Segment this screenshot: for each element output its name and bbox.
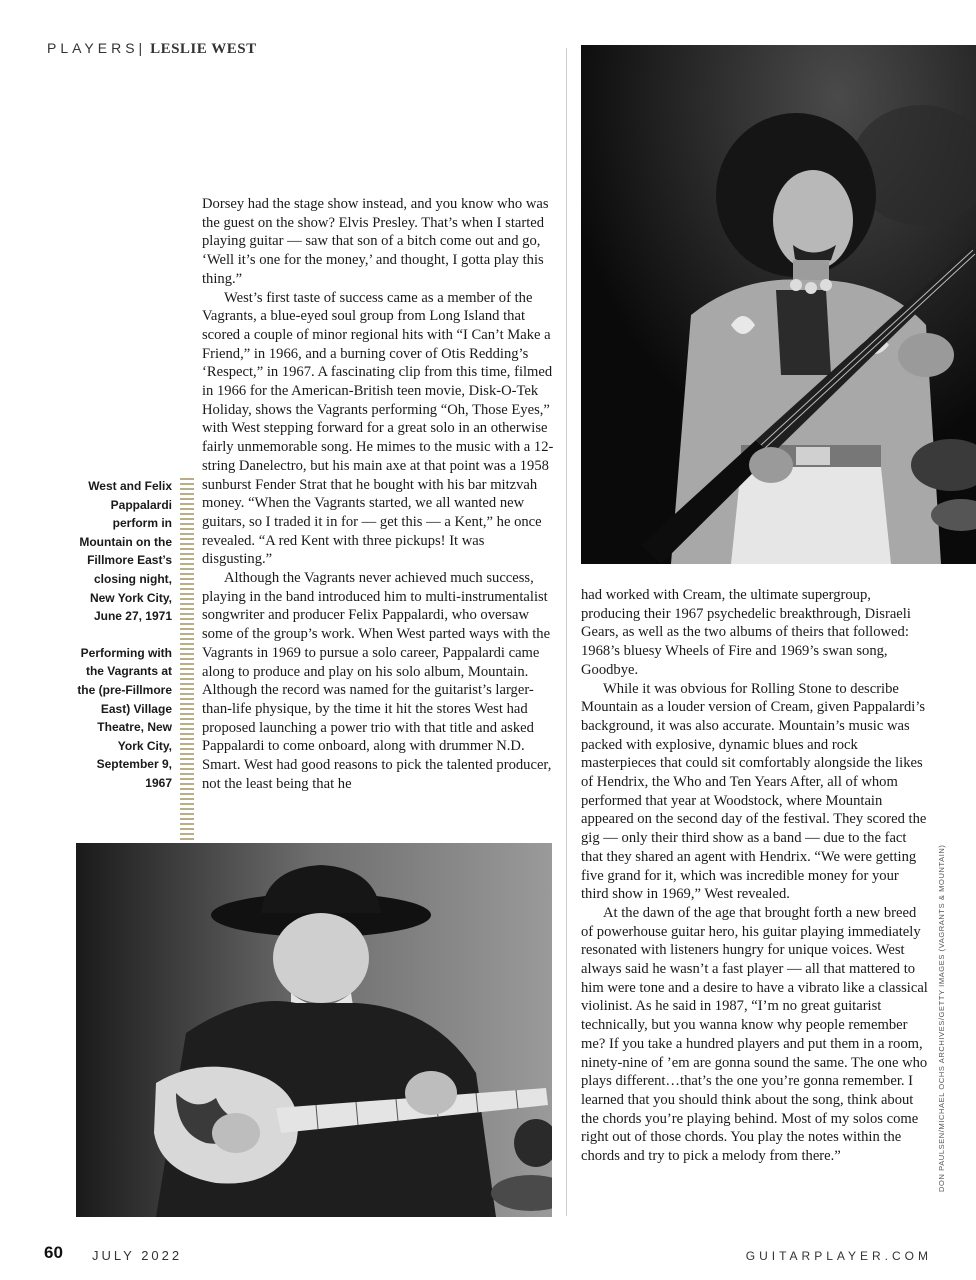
website: GUITARPLAYER.COM — [745, 1249, 932, 1263]
photo-mountain-fillmore — [581, 45, 976, 564]
article-column-right — [581, 586, 929, 1166]
paragraph: Dorsey had the stage show instead, and you know who was the guest on the show? Elvis Presley. That’s when I started playing guitar — saw that son of a bitch come out and go, ‘Well it’s one for the money,’ and thought, I gotta play this thing.” — [202, 196, 549, 287]
running-header — [47, 40, 257, 58]
page-number: 60 — [44, 1243, 63, 1262]
issue-date: JULY 2022 — [92, 1248, 183, 1263]
photo-captions — [70, 477, 172, 811]
paragraph: At the dawn of the age that brought forth a new breed of powerhouse guitar hero, his guitar playing immediately resonated with listeners hungry for unique voices. West always said he wasn’t a fast player — all that mattered to him were tone and a desire to have a vibrato like a classical violinist. As he said in 1987, “I’m no great guitarist technically, but you wanna know why people remember me? If you take a hundred players and put them in a room, ninety-nine of ’em are gonna sound the same. The one who plays different…that’s the one you’re gonna remember. I learned that you should think about the song, think about the chords you’re playing behind. Most of my solos come right out of those chords. You play the notes within the chords and try to pick a melody from there.” — [581, 904, 928, 1165]
article-column-left — [202, 195, 554, 794]
header-separator: | — [138, 40, 143, 56]
caption-vagrants: Performing with the Vagrants at the (pre-Fillmore East) Village Theatre, New York City, September 9, 1967 — [77, 645, 172, 790]
paragraph: West’s first taste of success came as a member of the Vagrants, a blue-eyed soul group from Long Island that scored a couple of minor regional hits with “I Can’t Make a Friend,” in 1966, and a burning cover of Otis Redding’s ‘Respect,” in 1967. A fascinating clip from this time, filmed in 1966 for the American-British teen movie, Disk-O-Tek Holiday, shows the Vagrants performing “Oh, Those Eyes,” with West stepping forward for a great solo in an otherwise fairly unmemorable song. He mimes to the music with a 12-string Danelectro, but his main axe at that point was a 1958 sunburst Fender Strat that he bought with his bar mitzvah money. “When the Vagrants started, we all wanted new guitars, so I traded it in for — get this — a Kent,” he once revealed. “A red Kent with three pickups! It was disgusting.” — [202, 289, 554, 568]
photo-vagrants-village-theatre — [76, 843, 552, 1217]
column-divider — [566, 48, 567, 1216]
section-label: PLAYERS — [47, 40, 139, 56]
subject-label: LESLIE WEST — [150, 41, 257, 57]
caption-mountain: West and Felix Pappalardi perform in Mountain on the Fillmore East’s closing night, New York City, June 27, 1971 — [79, 479, 172, 624]
photo-credit: DON PAULSEN/MICHAEL OCHS ARCHIVES/GETTY IMAGES (VAGRANTS & MOUNTAIN) — [937, 844, 946, 1192]
paragraph: had worked with Cream, the ultimate supergroup, producing their 1967 psychedelic breakthrough, Disraeli Gears, as well as the two albums of theirs that followed: 1968’s bluesy Wheels of Fire and 1969’s swan song, Goodbye. — [581, 587, 911, 678]
paragraph: While it was obvious for Rolling Stone to describe Mountain as a louder version of Cream, given Pappalardi’s background, it was also accurate. Mountain’s music was packed with explosive, dynamic blues and rock masterpieces that could sit comfortably alongside the likes of Hendrix, the Who and Ten Years After, all of whom performed that year at Woodstock, where Mountain appeared on the second day of the festival. They scored the gig — only their third show as a band — due to the fact that they shared an agent with Hendrix. “We were getting five grand for it, which was incredible money for your third show in 1969,” West revealed. — [581, 680, 927, 903]
caption-rule — [180, 478, 194, 844]
paragraph: Although the Vagrants never achieved much success, playing in the band introduced him to multi-instrumentalist songwriter and producer Felix Pappalardi, who oversaw some of the group’s work. When West parted ways with the Vagrants in 1969 to pursue a solo career, Pappalardi came along to produce and play on his solo album, Mountain. Although the record was named for the guitarist’s larger-than-life physique, by the time it hit the stores West had proposed launching a power trio with that title and asked Pappalardi to come onboard, along with drummer N.D. Smart. West had good reasons to pick the talented producer, not the least being that he — [202, 570, 552, 792]
